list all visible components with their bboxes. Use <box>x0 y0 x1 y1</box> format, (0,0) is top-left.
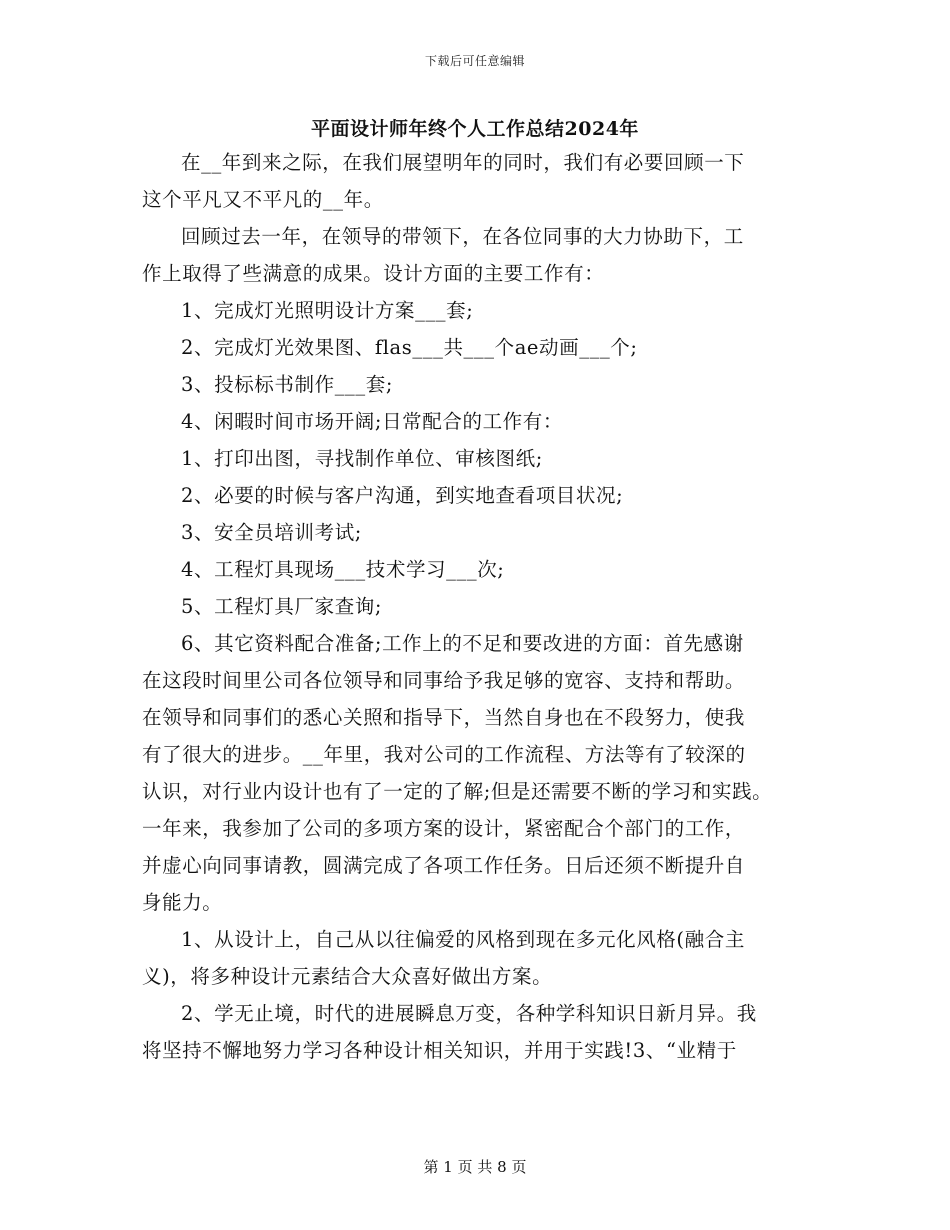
list-item: 2、完成灯光效果图、flas___共___个ae动画___个; <box>181 336 638 359</box>
paragraph-line: 在__年到来之际，在我们展望明年的同时，我们有必要回顾一下 <box>181 151 745 174</box>
list-item: 2、学无止境，时代的进展瞬息万变，各种学科知识日新月异。我 <box>181 1002 757 1025</box>
paragraph-line: 这个平凡又不平凡的__年。 <box>142 188 384 211</box>
paragraph-line: 并虚心向同事请教，圆满完成了各项工作任务。日后还须不断提升自 <box>142 854 746 877</box>
list-item: 3、安全员培训考试; <box>181 521 362 544</box>
page-header: 下载后可任意编辑 <box>424 54 525 68</box>
paragraph-line: 有了很大的进步。__年里，我对公司的工作流程、方法等有了较深的 <box>142 743 746 766</box>
paragraph-line: 身能力。 <box>142 891 223 914</box>
document-title: 平面设计师年终个人工作总结2024年 <box>311 118 639 140</box>
list-item: 1、打印出图，寻找制作单位、审核图纸; <box>181 447 543 470</box>
list-item: 2、必要的时候与客户沟通，到实地查看项目状况; <box>181 484 624 507</box>
list-item: 6、其它资料配合准备;工作上的不足和要改进的方面：首先感谢 <box>181 632 744 655</box>
list-item: 3、投标标书制作___套; <box>181 373 394 396</box>
paragraph-line: 一年来，我参加了公司的多项方案的设计，紧密配合个部门的工作， <box>142 817 746 840</box>
document-body <box>142 144 832 1069</box>
paragraph-line: 认识，对行业内设计也有了一定的了解;但是还需要不断的学习和实践。 <box>142 780 773 803</box>
list-item: 1、完成灯光照明设计方案___套; <box>181 299 474 322</box>
paragraph-line: 回顾过去一年，在领导的带领下，在各位同事的大力协助下，工 <box>181 225 744 248</box>
list-item: 5、工程灯具厂家查询; <box>181 595 383 618</box>
paragraph-line: 义)，将多种设计元素结合大众喜好做出方案。 <box>142 965 553 988</box>
list-item: 4、工程灯具现场___技术学习___次; <box>181 558 505 581</box>
list-item: 1、从设计上，自己从以往偏爱的风格到现在多元化风格(融合主 <box>181 928 745 951</box>
paragraph-line: 作上取得了些满意的成果。设计方面的主要工作有： <box>142 262 605 285</box>
page-footer: 第 1 页 共 8 页 <box>423 1158 527 1176</box>
paragraph-line: 将坚持不懈地努力学习各种设计相关知识，并用于实践!3、“业精于 <box>142 1039 737 1062</box>
paragraph-line: 在这段时间里公司各位领导和同事给予我足够的宽容、支持和帮助。 <box>142 669 746 692</box>
paragraph-line: 在领导和同事们的悉心关照和指导下，当然自身也在不段努力，使我 <box>142 706 746 729</box>
list-item: 4、闲暇时间市场开阔;日常配合的工作有： <box>181 410 563 433</box>
